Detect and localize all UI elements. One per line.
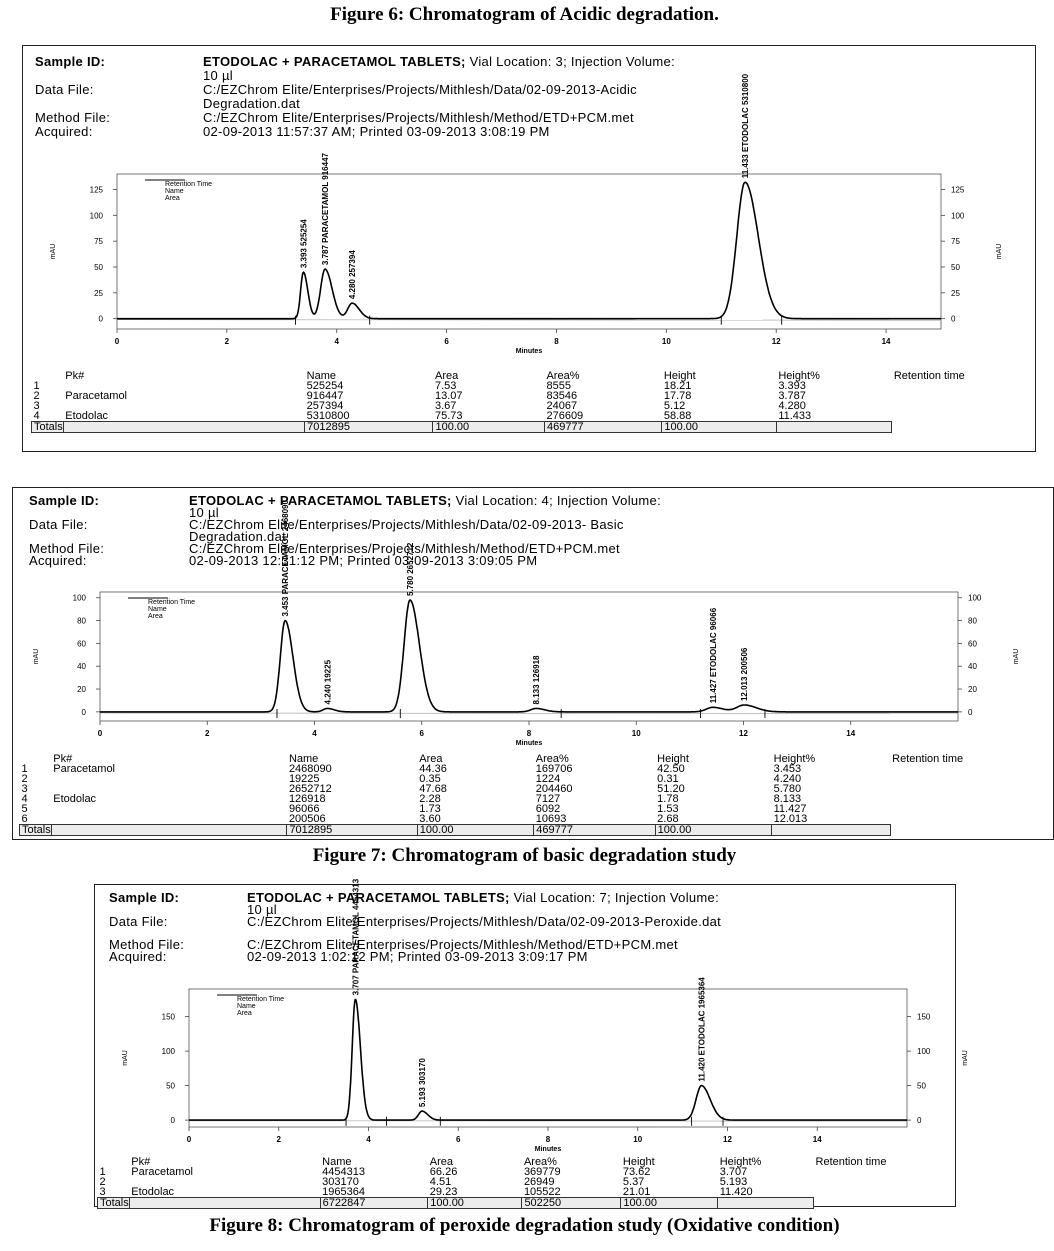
figure-8-results-table — [97, 1157, 955, 1209]
y-tick-label-right: 100 — [917, 1047, 931, 1057]
table-row — [20, 814, 1053, 825]
table-cell — [51, 814, 287, 825]
figure-6-panel — [22, 45, 1036, 452]
figure-7-title: Figure 7: Chromatogram of basic degradation study — [312, 845, 737, 866]
peak-label: 3.787 PARACETAMOL 916447 — [321, 153, 331, 266]
table-cell: 10693 — [535, 813, 567, 825]
x-tick-label: 8 — [526, 729, 532, 738]
acquired-label: Acquired: — [109, 949, 167, 964]
y-tick-label-left: 75 — [94, 237, 103, 247]
method-file-value: C:/EZChrom Elite/Enterprises/Projects/Mithlesh/Method/ETD+PCM.met — [203, 110, 634, 125]
table-cell — [718, 1198, 814, 1209]
acquired-value: 02-09-2013 11:57:37 AM; Printed 03-09-2013 3:08:19 PM — [203, 124, 550, 139]
acquired-label: Acquired: — [35, 124, 93, 139]
plot-frame — [100, 592, 958, 721]
table-cell: 100.00 — [428, 1198, 522, 1209]
table-cell: 2 — [33, 390, 40, 402]
table-cell: 1965364 — [322, 1186, 365, 1198]
table-cell: 3.393 — [778, 380, 806, 392]
table-cell: Etodolac — [65, 410, 109, 422]
table-cell: Pk# — [65, 370, 85, 382]
table-cell: 469777 — [534, 825, 655, 836]
table-row — [32, 411, 1035, 422]
peak-label: 5.780 2652712 — [405, 542, 415, 596]
data-file-label: Data File: — [35, 82, 94, 97]
table-cell: 5.37 — [622, 1176, 645, 1188]
table-cell: 4 — [33, 410, 40, 422]
y-tick-label-right: 60 — [968, 639, 977, 649]
table-cell: 257394 — [306, 400, 344, 412]
table-cell: 7012895 — [287, 825, 417, 836]
peak-label: 4.280 257394 — [348, 250, 358, 300]
acquired-value: 02-09-2013 1:02:12 PM; Printed 03-09-2013 3:09:17 PM — [247, 949, 588, 964]
table-cell: Name — [288, 753, 319, 765]
sample-id-label: Sample ID: — [35, 54, 106, 69]
table-totals-row — [32, 422, 1035, 433]
table-cell: 169706 — [535, 763, 573, 775]
y-tick-label-left: 100 — [89, 211, 103, 221]
table-cell: 13.07 — [434, 390, 463, 402]
table-cell: Pk# — [131, 1156, 151, 1168]
table-cell: 100.00 — [433, 422, 544, 433]
data-file-value: C:/EZChrom Elite/Enterprises/Projects/Mithlesh/Data/02-09-2013-Acidic — [203, 82, 637, 97]
table-cell: 105522 — [523, 1186, 561, 1198]
table-cell: Area — [419, 753, 443, 765]
table-cell: 5310800 — [306, 410, 350, 422]
table-totals-row — [20, 825, 1053, 836]
x-tick-label: 10 — [631, 729, 641, 738]
table-cell: 7127 — [535, 793, 561, 805]
y-tick-label-right: 100 — [951, 211, 965, 221]
table-cell: 1 — [33, 380, 40, 392]
acquired-label: Acquired: — [29, 553, 87, 568]
table-cell: Height% — [719, 1156, 762, 1168]
table-cell — [63, 422, 304, 433]
method-file-label: Method File: — [29, 541, 105, 556]
x-tick-label: 10 — [661, 337, 671, 346]
table-cell: 2 — [99, 1176, 106, 1188]
y-axis-label-right: mAU — [996, 243, 1003, 260]
table-cell: Paracetamol — [53, 763, 116, 775]
sample-id-line2: 10 µl — [189, 505, 219, 520]
y-tick-label-right: 100 — [968, 593, 982, 603]
table-cell: 17.78 — [663, 390, 692, 402]
sample-id-extra: Vial Location: 3; Injection Volume: — [469, 54, 675, 69]
data-file-value: C:/EZChrom Elite/Enterprises/Projects/Mithlesh/Data/02-09-2013- Basic — [189, 517, 624, 532]
data-file-value: C:/EZChrom Elite/Enterprises/Projects/Mithlesh/Data/02-09-2013-Peroxide.dat — [247, 914, 722, 929]
x-tick-label: 14 — [846, 729, 856, 738]
table-row — [32, 381, 1035, 391]
table-cell: 3.60 — [419, 813, 441, 825]
y-tick-label-left: 40 — [77, 662, 86, 672]
legend-entry: Retention Time — [165, 181, 213, 188]
peak-label: 11.420 ETODOLAC 1965364 — [697, 977, 707, 1082]
table-cell: 1 — [99, 1166, 106, 1178]
y-axis-label-left: mAU — [33, 648, 40, 665]
table-cell: 6 — [21, 813, 28, 825]
plot-frame — [189, 989, 907, 1127]
table-cell: Area% — [535, 753, 569, 765]
y-tick-label-left: 60 — [77, 639, 86, 649]
sample-id-extra: Vial Location: 7; Injection Volume: — [513, 890, 719, 905]
x-tick-label: 2 — [224, 337, 230, 346]
x-tick-label: 4 — [312, 729, 317, 738]
x-tick-label: 4 — [334, 337, 339, 346]
table-cell: 6722847 — [320, 1198, 428, 1209]
sample-id-value: ETODOLAC + PARACETAMOL TABLETS; — [203, 54, 466, 69]
x-axis-label: Minutes — [515, 740, 543, 747]
figure-8-title: Figure 8: Chromatogram of peroxide degradation study (Oxidative condition) — [209, 1215, 840, 1236]
legend-entry: Retention Time — [237, 996, 285, 1003]
table-cell: 5.12 — [663, 400, 686, 412]
table-cell: 75.73 — [434, 410, 463, 422]
x-tick-label: 8 — [554, 337, 559, 346]
table-cell: 5.193 — [719, 1176, 748, 1188]
table-cell: 3 — [33, 400, 40, 412]
x-axis-label: Minutes — [515, 348, 543, 355]
table-cell: Area — [434, 370, 459, 382]
peak-label: 12.013 200506 — [740, 647, 750, 702]
y-tick-label-right: 0 — [968, 707, 973, 717]
table-cell: 3.707 — [719, 1166, 748, 1178]
peak-label: 5.193 303170 — [418, 1058, 428, 1108]
x-tick-label: 0 — [97, 729, 103, 738]
table-cell: 3.787 — [778, 390, 806, 402]
peak-label: 11.427 ETODOLAC 96066 — [708, 607, 718, 704]
table-cell: 100.00 — [655, 825, 771, 836]
table-cell: 7.53 — [434, 380, 457, 392]
x-tick-label: 10 — [633, 1135, 643, 1144]
table-cell: 26949 — [523, 1176, 555, 1188]
data-file-label: Data File: — [109, 914, 168, 929]
y-tick-label-right: 25 — [951, 288, 960, 298]
table-cell: 19225 — [288, 773, 320, 785]
figure-7-results-table — [19, 754, 1053, 836]
table-cell: 2 — [21, 773, 28, 785]
peak-label: 3.707 PARACETAMOL 4454313 — [351, 878, 361, 996]
x-tick-label: 14 — [812, 1135, 822, 1144]
figure-7-header — [29, 494, 1039, 574]
figure-6-header — [35, 54, 1025, 139]
legend-entry: Area — [237, 1010, 252, 1017]
table-cell: 24067 — [546, 400, 578, 412]
table-cell: 66.26 — [429, 1166, 458, 1178]
table-cell: Paracetamol — [131, 1166, 194, 1178]
figure-6-results-table — [31, 371, 1035, 433]
table-cell: 2.28 — [419, 793, 441, 805]
data-file-line2: Degradation.dat — [189, 529, 287, 544]
sample-id-label: Sample ID: — [109, 890, 180, 905]
y-tick-label-right: 0 — [917, 1116, 922, 1126]
table-cell — [51, 804, 287, 814]
table-cell: 100.00 — [662, 422, 776, 433]
y-tick-label-left: 0 — [98, 314, 103, 324]
sample-id-extra: Vial Location: 4; Injection Volume: — [455, 493, 661, 508]
y-tick-label-right: 50 — [951, 263, 960, 272]
y-tick-label-left: 150 — [161, 1012, 175, 1022]
table-cell: 1224 — [535, 773, 561, 785]
y-tick-label-left: 50 — [94, 263, 103, 272]
table-cell: 11.427 — [773, 803, 807, 815]
table-cell: Area% — [546, 370, 580, 382]
table-cell: Height% — [778, 370, 820, 382]
table-cell: Height% — [773, 753, 816, 765]
sample-id-line2: 10 µl — [203, 68, 233, 83]
table-cell: 303170 — [322, 1176, 359, 1188]
y-tick-label-right: 20 — [968, 685, 977, 695]
figure-8-panel — [94, 878, 969, 1209]
table-cell: Totals — [20, 825, 52, 836]
table-cell: Retention time — [815, 1156, 887, 1168]
table-cell: 8555 — [546, 380, 571, 392]
table-cell: 100.00 — [621, 1198, 718, 1209]
chromatogram-trace — [117, 182, 941, 318]
table-cell: 369779 — [523, 1166, 561, 1178]
table-cell: 11.433 — [778, 410, 812, 422]
table-cell — [51, 825, 287, 836]
baseline — [117, 320, 941, 321]
table-cell: 4454313 — [322, 1166, 365, 1178]
table-cell: Pk# — [53, 753, 73, 765]
table-cell: 18.21 — [663, 380, 692, 392]
table-cell: 42.50 — [657, 763, 685, 775]
y-axis-label-left: mAU — [122, 1050, 129, 1066]
table-cell: 200506 — [288, 813, 326, 825]
table-cell: 44.36 — [419, 763, 447, 775]
table-totals-row — [98, 1198, 955, 1209]
table-cell: 58.88 — [663, 410, 692, 422]
table-cell: Paracetamol — [65, 390, 128, 402]
table-cell: 1.73 — [419, 803, 441, 815]
table-cell: 12.013 — [773, 813, 808, 825]
peak-label: 3.393 525254 — [299, 219, 309, 269]
y-tick-label-right: 150 — [917, 1012, 931, 1022]
method-file-value: C:/EZChrom Elite/Enterprises/Projects/Mithlesh/Method/ETD+PCM.met — [189, 541, 620, 556]
x-tick-label: 6 — [419, 729, 424, 738]
y-tick-label-left: 100 — [72, 593, 86, 603]
table-cell: 47.68 — [419, 783, 447, 795]
table-row — [32, 391, 1035, 401]
table-cell: 0.35 — [419, 773, 441, 785]
x-tick-label: 12 — [723, 1135, 732, 1144]
table-cell: 469777 — [544, 422, 661, 433]
sample-id-line2: 10 µl — [247, 902, 277, 917]
data-file-label: Data File: — [29, 517, 88, 532]
table-cell: 5 — [21, 803, 28, 815]
y-tick-label-left: 125 — [89, 185, 103, 195]
table-cell: Totals — [98, 1198, 130, 1209]
x-tick-label: 4 — [366, 1135, 371, 1144]
legend-entry: Name — [165, 188, 184, 195]
table-cell: 2652712 — [288, 783, 332, 795]
x-tick-label: 6 — [444, 337, 449, 346]
table-cell: Retention time — [893, 370, 965, 382]
table-cell: Retention time — [892, 753, 964, 765]
method-file-label: Method File: — [109, 937, 185, 952]
peak-label: 4.240 19225 — [323, 659, 333, 705]
table-cell: 3.67 — [434, 400, 457, 412]
table-cell: Height — [622, 1156, 655, 1168]
table-cell: 29.23 — [429, 1186, 458, 1198]
x-tick-label: 14 — [881, 337, 891, 346]
chromatogram-trace — [100, 600, 958, 712]
table-cell: 4.280 — [778, 400, 806, 412]
table-cell — [776, 422, 892, 433]
y-tick-label-right: 0 — [951, 314, 956, 324]
chromatogram-trace — [189, 1000, 907, 1121]
table-cell: 83546 — [546, 390, 578, 402]
table-cell: 4.240 — [773, 773, 802, 785]
table-cell: Name — [322, 1156, 352, 1168]
x-tick-label: 2 — [276, 1135, 281, 1144]
y-axis-label-right: mAU — [962, 1050, 969, 1066]
y-tick-label-right: 50 — [917, 1081, 926, 1091]
table-cell: 276609 — [546, 410, 584, 422]
y-axis-label-right: mAU — [1013, 648, 1020, 665]
table-cell: Totals — [32, 422, 64, 433]
table-cell: 0.31 — [657, 773, 679, 785]
table-cell: 1.53 — [657, 803, 679, 815]
table-cell: 100.00 — [417, 825, 533, 836]
table-cell: 3 — [21, 783, 28, 795]
peak-label: 3.453 PARACETAMOL 2468090 — [281, 500, 291, 617]
legend-entry: Area — [165, 195, 180, 202]
x-tick-label: 0 — [186, 1135, 192, 1144]
table-cell: 126918 — [288, 793, 326, 805]
y-tick-label-left: 50 — [166, 1081, 175, 1091]
table-cell: 11.420 — [719, 1186, 753, 1198]
table-cell: 1 — [21, 763, 28, 775]
x-tick-label: 12 — [771, 337, 781, 346]
sample-id-value: ETODOLAC + PARACETAMOL TABLETS; — [247, 890, 510, 905]
method-file-value: C:/EZChrom Elite/Enterprises/Projects/Mithlesh/Method/ETD+PCM.met — [247, 937, 678, 952]
table-cell: Name — [306, 370, 336, 382]
data-file-line2: Degradation.dat — [203, 96, 301, 111]
table-cell: 7012895 — [305, 422, 433, 433]
table-cell: 51.20 — [657, 783, 685, 795]
table-cell: 2.68 — [657, 813, 679, 825]
sample-id-value: ETODOLAC + PARACETAMOL TABLETS; — [189, 493, 452, 508]
table-cell: 525254 — [306, 380, 344, 392]
table-cell: 8.133 — [773, 793, 802, 805]
table-cell: Etodolac — [53, 793, 97, 805]
table-cell: 73.62 — [622, 1166, 651, 1178]
table-cell — [129, 1198, 320, 1209]
y-tick-label-left: 25 — [94, 288, 103, 298]
table-cell: 6092 — [535, 803, 561, 815]
plot-frame — [117, 174, 941, 329]
legend-entry: Area — [148, 613, 163, 620]
y-tick-label-left: 100 — [161, 1047, 175, 1057]
table-row — [98, 1187, 955, 1198]
x-axis-label: Minutes — [534, 1146, 562, 1153]
acquired-value: 02-09-2013 12:31:12 PM; Printed 03-09-2013 3:09:05 PM — [189, 553, 538, 568]
table-cell: 96066 — [288, 803, 320, 815]
y-tick-label-right: 40 — [968, 662, 977, 672]
figure-6-title: Figure 6: Chromatogram of Acidic degradation. — [330, 4, 719, 25]
table-header-row — [32, 371, 1035, 381]
table-cell: Height — [663, 370, 696, 382]
table-cell: 204460 — [535, 783, 573, 795]
table-cell: 21.01 — [622, 1186, 651, 1198]
peak-label: 8.133 126918 — [532, 655, 542, 705]
y-tick-label-left: 0 — [170, 1116, 175, 1126]
baseline — [100, 713, 958, 714]
table-cell: 916447 — [306, 390, 344, 402]
table-cell: 4.51 — [429, 1176, 452, 1188]
table-cell: Area — [429, 1156, 454, 1168]
table-cell — [51, 774, 287, 784]
sample-id-label: Sample ID: — [29, 493, 100, 508]
y-tick-label-right: 80 — [968, 616, 977, 626]
x-tick-label: 0 — [114, 337, 120, 346]
table-cell — [772, 825, 891, 836]
x-tick-label: 8 — [545, 1135, 551, 1144]
y-tick-label-right: 125 — [951, 185, 965, 195]
table-cell: 2468090 — [288, 763, 332, 775]
y-tick-label-left: 0 — [81, 707, 86, 717]
table-cell: Area% — [523, 1156, 557, 1168]
table-cell: Height — [657, 753, 689, 765]
legend-entry: Retention Time — [148, 599, 196, 606]
table-cell: 3 — [99, 1186, 106, 1198]
method-file-label: Method File: — [35, 110, 111, 125]
legend-entry: Name — [148, 606, 167, 613]
table-cell: 1.78 — [657, 793, 679, 805]
table-cell: 5.780 — [773, 783, 802, 795]
x-tick-label: 2 — [205, 729, 210, 738]
table-cell: 502250 — [522, 1198, 621, 1209]
table-row — [32, 401, 1035, 411]
table-cell: 4 — [21, 793, 28, 805]
legend-entry: Name — [237, 1003, 256, 1010]
table-cell: Etodolac — [131, 1186, 175, 1198]
x-tick-label: 12 — [739, 729, 748, 738]
y-tick-label-left: 80 — [77, 616, 86, 626]
table-cell: 3.453 — [773, 763, 802, 775]
y-tick-label-left: 20 — [77, 685, 86, 695]
figure-7-panel — [12, 487, 1054, 840]
x-tick-label: 6 — [456, 1135, 461, 1144]
peak-label: 11.433 ETODOLAC 5310800 — [741, 73, 751, 179]
y-axis-label-left: mAU — [50, 243, 57, 260]
figure-8-header — [109, 891, 949, 967]
y-tick-label-right: 75 — [951, 237, 960, 247]
